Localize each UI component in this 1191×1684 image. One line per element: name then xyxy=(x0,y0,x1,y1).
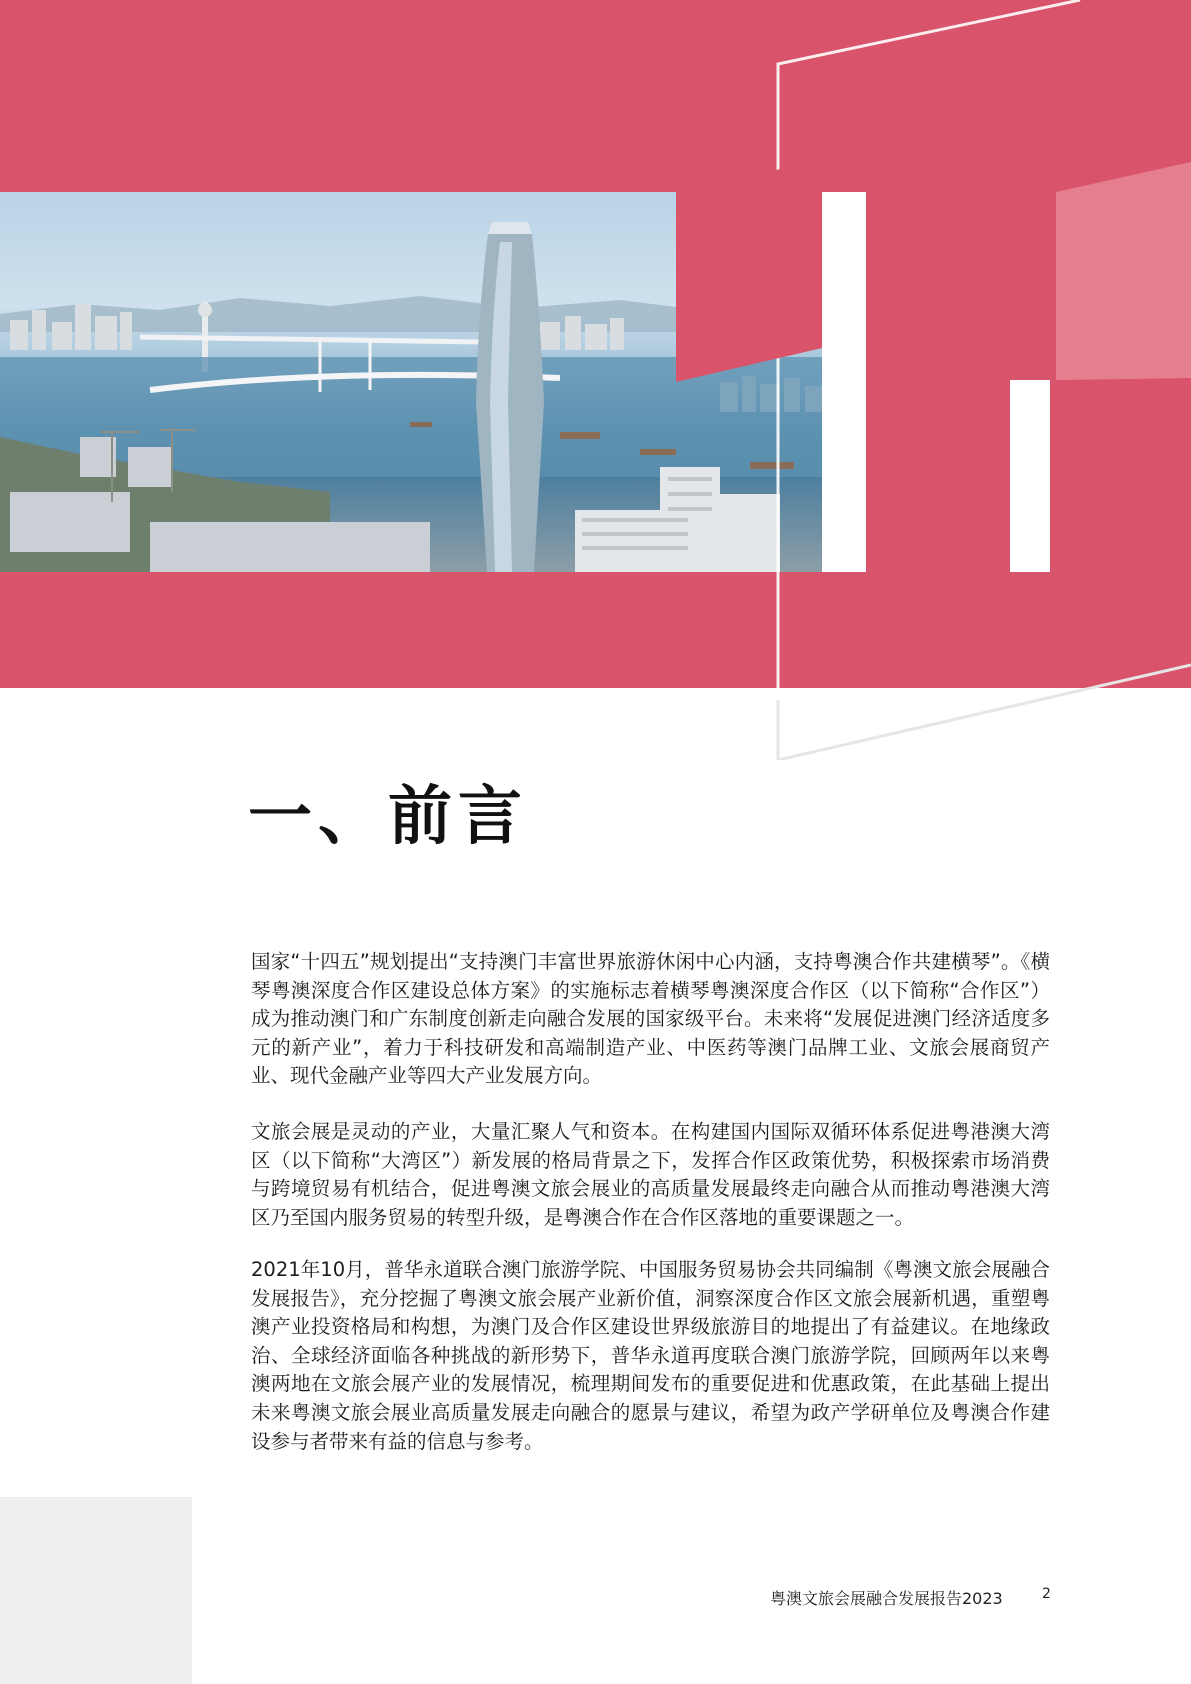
footer-report-title: 粤澳文旅会展融合发展报告2023 xyxy=(770,1589,1003,1608)
body-paragraph-1: 国家“十四五”规划提出“支持澳门丰富世界旅游休闲中心内涵，支持粤澳合作共建横琴”。《横琴粤澳深度合作区建设总体方案》的实施标志着横琴粤澳深度合作区（以下简称“合作区”）成为推动澳门和广东制度创新走向融合发展的国家级平台。未来将“发展促进澳门经济适度多元的新产业”，着力于科技研发和高端制造产业、中医药等澳门品牌工业、文旅会展商贸产业、现代金融产业等四大产业发展方向。 xyxy=(251,950,1050,1088)
body-paragraph-3: 2021年10月，普华永道联合澳门旅游学院、中国服务贸易协会共同编制《粤澳文旅会展融合发展报告》，充分挖掘了粤澳文旅会展产业新价值，洞察深度合作区文旅会展新机遇，重塑粤澳产业投资格局和构想，为澳门及合作区建设世界级旅游目的地提出了有益建议。在地缘政治、全球经济面临各种挑战的新形势下，普华永道再度联合澳门旅游学院，回顾两年以来粤澳两地在文旅会展产业的发展情况，梳理期间发布的重要促进和优惠政策，在此基础上提出未来粤澳文旅会展业高质量发展走向融合的愿景与建议，希望为政产学研单位及粤澳合作建设参与者带来有益的信息与参考。 xyxy=(251,1258,1050,1453)
section-title: 一、前言 xyxy=(248,779,528,854)
footer-grey-block xyxy=(0,1497,192,1684)
page-number: 2 xyxy=(1042,1586,1051,1602)
decorative-panels xyxy=(0,0,1191,760)
body-paragraph-2: 文旅会展是灵动的产业，大量汇聚人气和资本。在构建国内国际双循环体系促进粤港澳大湾区（以下简称“大湾区”）新发展的格局背景之下，发挥合作区政策优势，积极探索市场消费与跨境贸易有机结合，促进粤澳文旅会展业的高质量发展最终走向融合从而推动粤港澳大湾区乃至国内服务贸易的转型升级，是粤澳合作在合作区落地的重要课题之一。 xyxy=(251,1120,1050,1229)
